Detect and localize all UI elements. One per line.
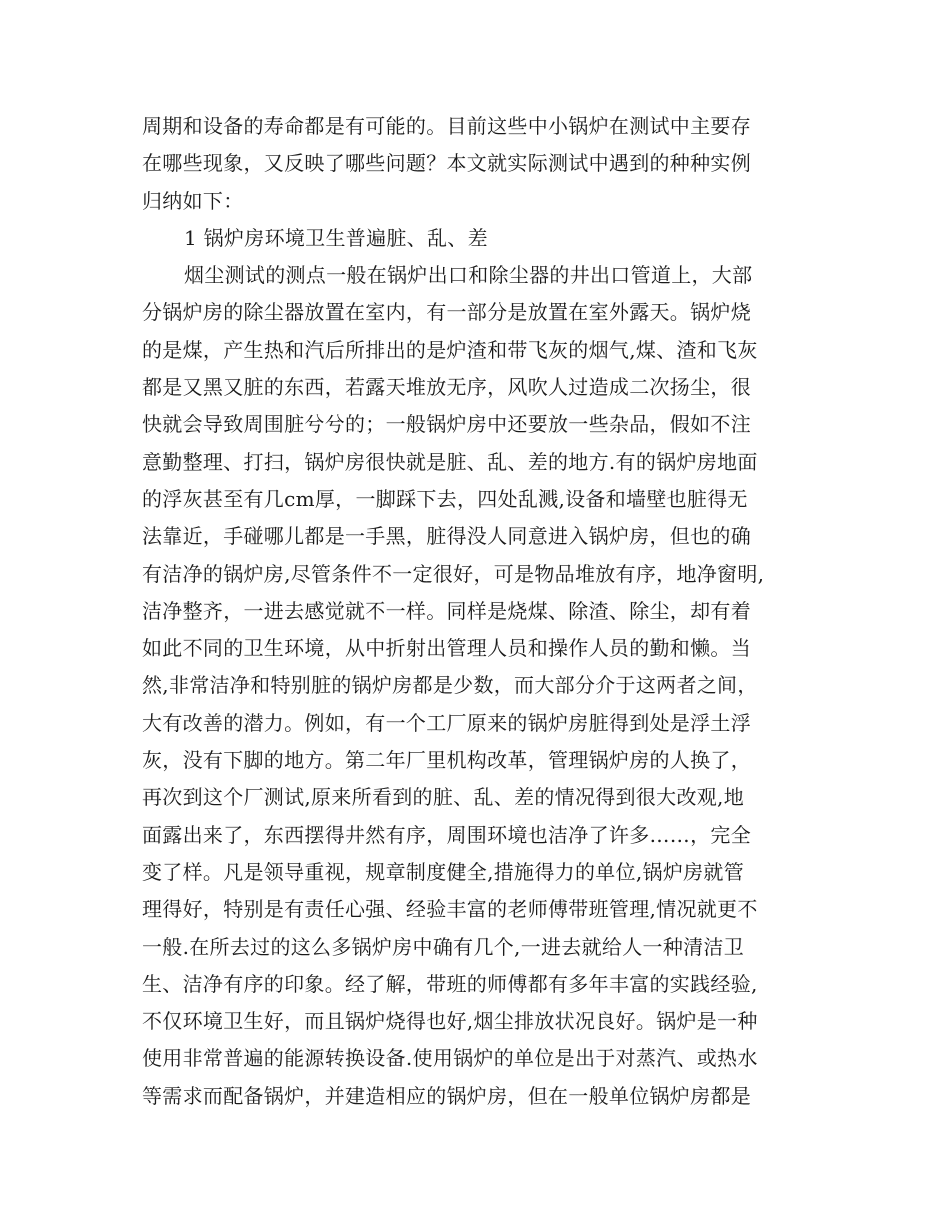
text-line: 大有改善的潜力。例如，有一个工厂原来的锅炉房脏得到处是浮土浮 <box>142 710 751 735</box>
text-line: 不仅环境卫生好，而且锅炉烧得也好,烟尘排放状况良好。锅炉是一种 <box>142 1009 758 1034</box>
text-line: 快就会导致周围脏兮兮的；一般锅炉房中还要放一些杂品，假如不注 <box>142 412 751 437</box>
paragraph-start-line: 烟尘测试的测点一般在锅炉出口和除尘器的井出口管道上，大部 <box>184 263 753 288</box>
section-heading: 1 锅炉房环境卫生普遍脏、乱、差 <box>184 225 488 250</box>
text-line: 的是煤，产生热和汽后所排出的是炉渣和带飞灰的烟气,煤、渣和飞灰 <box>142 337 758 362</box>
text-line: 洁净整齐，一进去感觉就不一样。同样是烧煤、除渣、除尘，却有着 <box>142 598 751 623</box>
text-line: 归纳如下： <box>142 188 244 213</box>
text-line: 生、洁净有序的印象。经了解，带班的师傅都有多年丰富的实践经验, <box>142 971 758 996</box>
text-line: 等需求而配备锅炉，并建造相应的锅炉房，但在一般单位锅炉房都是 <box>142 1083 751 1108</box>
text-line: 在哪些现象，又反映了哪些问题？本文就实际测试中遇到的种种实例 <box>142 151 751 176</box>
text-line: 面露出来了，东西摆得井然有序，周围环境也洁净了许多……，完全 <box>142 822 751 847</box>
text-line: 然,非常洁净和特别脏的锅炉房都是少数，而大部分介于这两者之间， <box>142 673 758 698</box>
text-line: 意勤整理、打扫，锅炉房很快就是脏、乱、差的地方.有的锅炉房地面 <box>142 449 758 474</box>
text-line: 都是又黑又脏的东西，若露天堆放无序，风吹人过造成二次扬尘，很 <box>142 375 751 400</box>
text-line: 周期和设备的寿命都是有可能的。目前这些中小锅炉在测试中主要存 <box>142 114 751 138</box>
text-line: 变了样。凡是领导重视，规章制度健全,措施得力的单位,锅炉房就管 <box>142 859 745 884</box>
text-line: 再次到这个厂测试,原来所看到的脏、乱、差的情况得到很大改观,地 <box>142 785 745 810</box>
text-line: 灰，没有下脚的地方。第二年厂里机构改革，管理锅炉房的人换了， <box>142 748 751 773</box>
text-line: 的浮灰甚至有几cm厚，一脚踩下去，四处乱溅,设备和墙壁也脏得无 <box>142 486 748 511</box>
body-text <box>142 108 822 1115</box>
text-line: 分锅炉房的除尘器放置在室内，有一部分是放置在室外露天。锅炉烧 <box>142 300 751 325</box>
text-line: 一般.在所去过的这么多锅炉房中确有几个,一进去就给人一种清洁卫 <box>142 934 745 959</box>
text-line: 理得好，特别是有责任心强、经验丰富的老师傅带班管理,情况就更不 <box>142 897 758 922</box>
text-line: 法靠近，手碰哪儿都是一手黑，脏得没人同意进入锅炉房，但也的确 <box>142 524 751 549</box>
text-line: 使用非常普遍的能源转换设备.使用锅炉的单位是出于对蒸汽、或热水 <box>142 1046 758 1071</box>
text-line: 有洁净的锅炉房,尽管条件不一定很好，可是物品堆放有序，地净窗明, <box>142 561 765 586</box>
text-line: 如此不同的卫生环境，从中折射出管理人员和操作人员的勤和懒。当 <box>142 636 751 661</box>
